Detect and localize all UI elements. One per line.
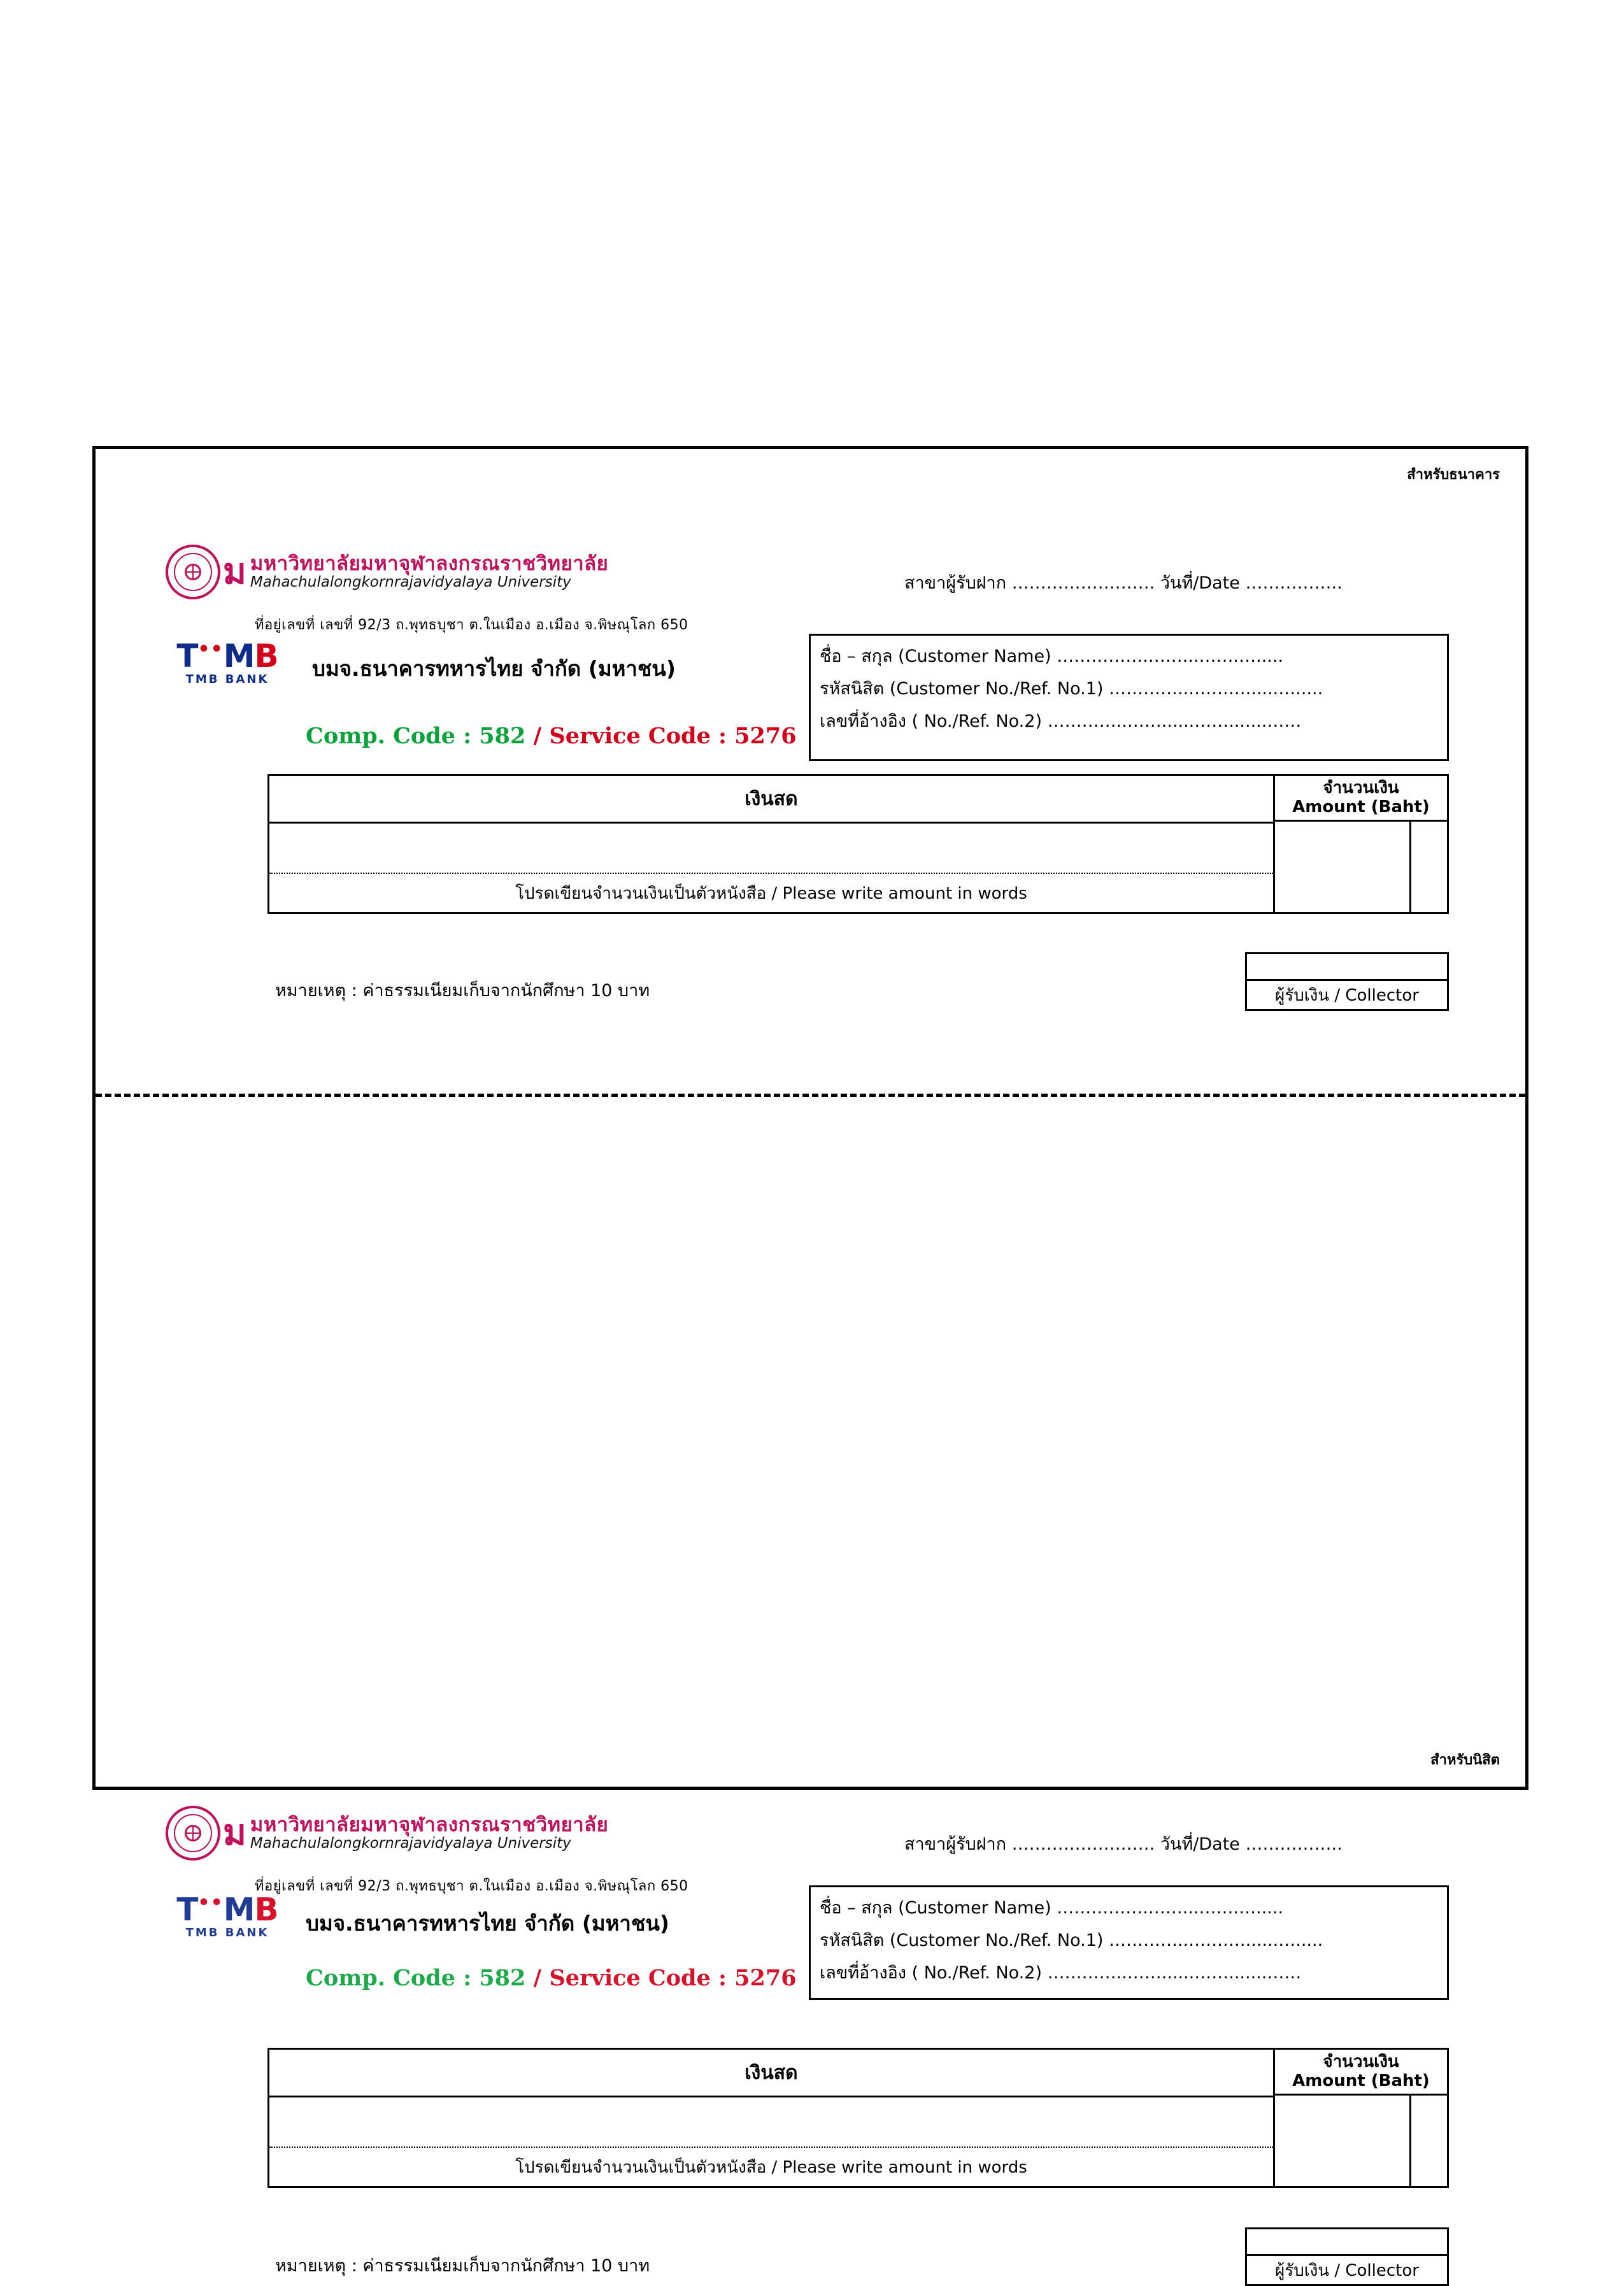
customer-no-input[interactable]: …………..…….…......…..... <box>1109 679 1323 699</box>
university-mark-icon: ม <box>223 1812 246 1854</box>
tmb-logo-letter-b: B <box>254 638 278 675</box>
collector-label: ผู้รับเงิน / Collector <box>1275 2261 1419 2280</box>
amount-value-row <box>1275 2096 1447 2186</box>
customer-no-row <box>820 1926 1438 1954</box>
university-name-en: Mahachulalongkornrajavidyalaya University <box>250 574 571 591</box>
service-code: Service Code : 5276 <box>549 723 797 749</box>
reference-no-input[interactable]: …………..……......…….......…… <box>1047 1963 1302 1983</box>
amount-table-copy <box>267 2048 1449 2188</box>
amount-baht-input[interactable] <box>1275 822 1411 912</box>
collector-label: ผู้รับเงิน / Collector <box>1275 985 1419 1005</box>
customer-no-label: รหัสนิสิต (Customer No./Ref. No.1) <box>820 1931 1104 1950</box>
bank-name-th: บมจ.ธนาคารทหารไทย จำกัด (มหาชน) <box>312 656 676 681</box>
tmb-logo-letter-b: B <box>254 1891 278 1928</box>
amount-words-note: โปรดเขียนจำนวนเงินเป็นตัวหนังสือ / Please write amount in words <box>515 2157 1027 2177</box>
tmb-logo <box>167 640 288 685</box>
tmb-logo-wordmark <box>167 638 288 675</box>
university-logo-block <box>166 545 608 599</box>
collector-signature-area[interactable] <box>1247 2229 1447 2256</box>
tmb-logo-letter-t: T <box>176 1891 198 1928</box>
customer-name-row <box>820 1894 1438 1921</box>
university-logo-block-copy <box>166 1806 608 1861</box>
customer-no-label: รหัสนิสิต (Customer No./Ref. No.1) <box>820 679 1104 699</box>
university-name-th: มหาวิทยาลัยมหาจุฬาลงกรณราชวิทยาลัย <box>250 1813 609 1836</box>
company-service-code-copy <box>306 1965 797 1991</box>
customer-no-row <box>820 675 1438 702</box>
customer-name-input[interactable]: …………….……...…….…..... <box>1057 1898 1284 1918</box>
branch-date-line <box>904 569 1343 596</box>
customer-name-label: ชื่อ – สกุล (Customer Name) <box>820 647 1051 666</box>
slip-bank-copy <box>96 449 1525 1092</box>
reference-no-row <box>820 707 1438 734</box>
amount-table-left <box>269 2050 1275 2186</box>
corner-label-student: สำหรับนิสิต <box>1430 1752 1500 1768</box>
tmb-logo-subtitle: TMB BANK <box>185 673 269 686</box>
pay-in-slip-document <box>92 446 1528 2280</box>
university-address: ที่อยู่เลขที่ เลขที่ 92/3 ถ.พุทธบุชา ต.ในเมือง อ.เมือง จ.พิษณุโลก 650 <box>255 617 688 633</box>
code-separator: / <box>525 1965 550 1991</box>
company-service-code <box>306 723 797 749</box>
corner-label-bank: สำหรับธนาคาร <box>1407 467 1500 483</box>
amount-table-left <box>269 776 1275 912</box>
tmb-logo-dots-icon: •• <box>197 638 224 661</box>
amount-header-th: จำนวนเงิน <box>1323 778 1399 798</box>
collector-box <box>1245 952 1449 1011</box>
amount-table <box>267 774 1449 914</box>
amount-header-en: Amount (Baht) <box>1292 797 1430 817</box>
university-address-copy: ที่อยู่เลขที่ เลขที่ 92/3 ถ.พุทธบุชา ต.ในเมือง อ.เมือง จ.พิษณุโลก 650 <box>255 1878 688 1894</box>
remark-text: หมายเหตุ : ค่าธรรมเนียมเก็บจากนักศึกษา 10 บาท <box>275 981 650 1001</box>
date-input[interactable]: …………….. <box>1245 573 1343 593</box>
customer-name-row <box>820 642 1438 669</box>
code-separator: / <box>525 723 550 749</box>
amount-satang-input[interactable] <box>1411 2096 1447 2186</box>
reference-no-label: เลขที่อ้างอิง ( No./Ref. No.2) <box>820 1963 1043 1983</box>
amount-table-right <box>1275 2050 1447 2186</box>
customer-no-input[interactable]: …………..…….…......…..... <box>1109 1931 1323 1950</box>
tmb-logo-subtitle: TMB BANK <box>185 1926 269 1940</box>
amount-header <box>1275 2050 1447 2096</box>
reference-no-row <box>820 1959 1438 1986</box>
university-mark-icon: ม <box>223 551 246 592</box>
amount-header <box>1275 776 1447 822</box>
university-seal-icon <box>166 1806 220 1861</box>
branch-input[interactable]: ……………………. <box>1011 1834 1155 1854</box>
branch-input[interactable]: ……………………. <box>1011 573 1155 593</box>
amount-satang-input[interactable] <box>1411 822 1447 912</box>
branch-date-line-copy <box>904 1830 1343 1857</box>
amount-words-input[interactable] <box>269 2097 1273 2148</box>
date-input[interactable]: …………….. <box>1245 1834 1343 1854</box>
branch-label: สาขาผู้รับฝาก <box>904 573 1007 593</box>
slip-student-copy <box>96 1092 1525 2280</box>
branch-label: สาขาผู้รับฝาก <box>904 1834 1007 1854</box>
university-name-th: มหาวิทยาลัยมหาจุฬาลงกรณราชวิทยาลัย <box>250 552 609 575</box>
customer-info-box-copy <box>809 1885 1449 2000</box>
customer-name-input[interactable]: …………….……...…….…..... <box>1057 647 1284 666</box>
company-code: Comp. Code : 582 <box>306 1965 526 1991</box>
reference-no-input[interactable]: …………..……......…….......…… <box>1047 711 1302 731</box>
amount-header-en: Amount (Baht) <box>1292 2071 1430 2090</box>
collector-signature-area[interactable] <box>1247 954 1447 981</box>
tmb-logo-letter-m: M <box>223 1891 255 1928</box>
amount-value-row <box>1275 822 1447 912</box>
amount-baht-input[interactable] <box>1275 2096 1411 2186</box>
amount-words-note: โปรดเขียนจำนวนเงินเป็นตัวหนังสือ / Please write amount in words <box>515 883 1027 903</box>
date-label: วันที่/Date <box>1160 573 1240 593</box>
service-code: Service Code : 5276 <box>549 1965 797 1991</box>
tmb-logo-letter-m: M <box>223 638 255 675</box>
collector-box-copy <box>1245 2227 1449 2286</box>
cash-header: เงินสด <box>269 2050 1273 2097</box>
university-name-en: Mahachulalongkornrajavidyalaya University <box>250 1835 571 1852</box>
tmb-logo-wordmark <box>167 1891 288 1928</box>
tmb-logo-copy <box>167 1891 288 1940</box>
reference-no-label: เลขที่อ้างอิง ( No./Ref. No.2) <box>820 711 1043 731</box>
amount-words-input[interactable] <box>269 824 1273 874</box>
amount-header-th: จำนวนเงิน <box>1323 2052 1399 2072</box>
customer-name-label: ชื่อ – สกุล (Customer Name) <box>820 1898 1051 1918</box>
cash-header: เงินสด <box>269 776 1273 824</box>
date-label: วันที่/Date <box>1160 1834 1240 1854</box>
company-code: Comp. Code : 582 <box>306 723 526 749</box>
amount-table-right <box>1275 776 1447 912</box>
remark-text-copy: หมายเหตุ : ค่าธรรมเนียมเก็บจากนักศึกษา 10 บาท <box>275 2256 650 2276</box>
tmb-logo-dots-icon: •• <box>197 1892 224 1914</box>
tmb-logo-letter-t: T <box>176 638 198 675</box>
bank-name-th-copy: บมจ.ธนาคารทหารไทย จำกัด (มหาชน) <box>306 1911 669 1936</box>
customer-info-box <box>809 634 1449 761</box>
university-seal-icon <box>166 545 220 599</box>
